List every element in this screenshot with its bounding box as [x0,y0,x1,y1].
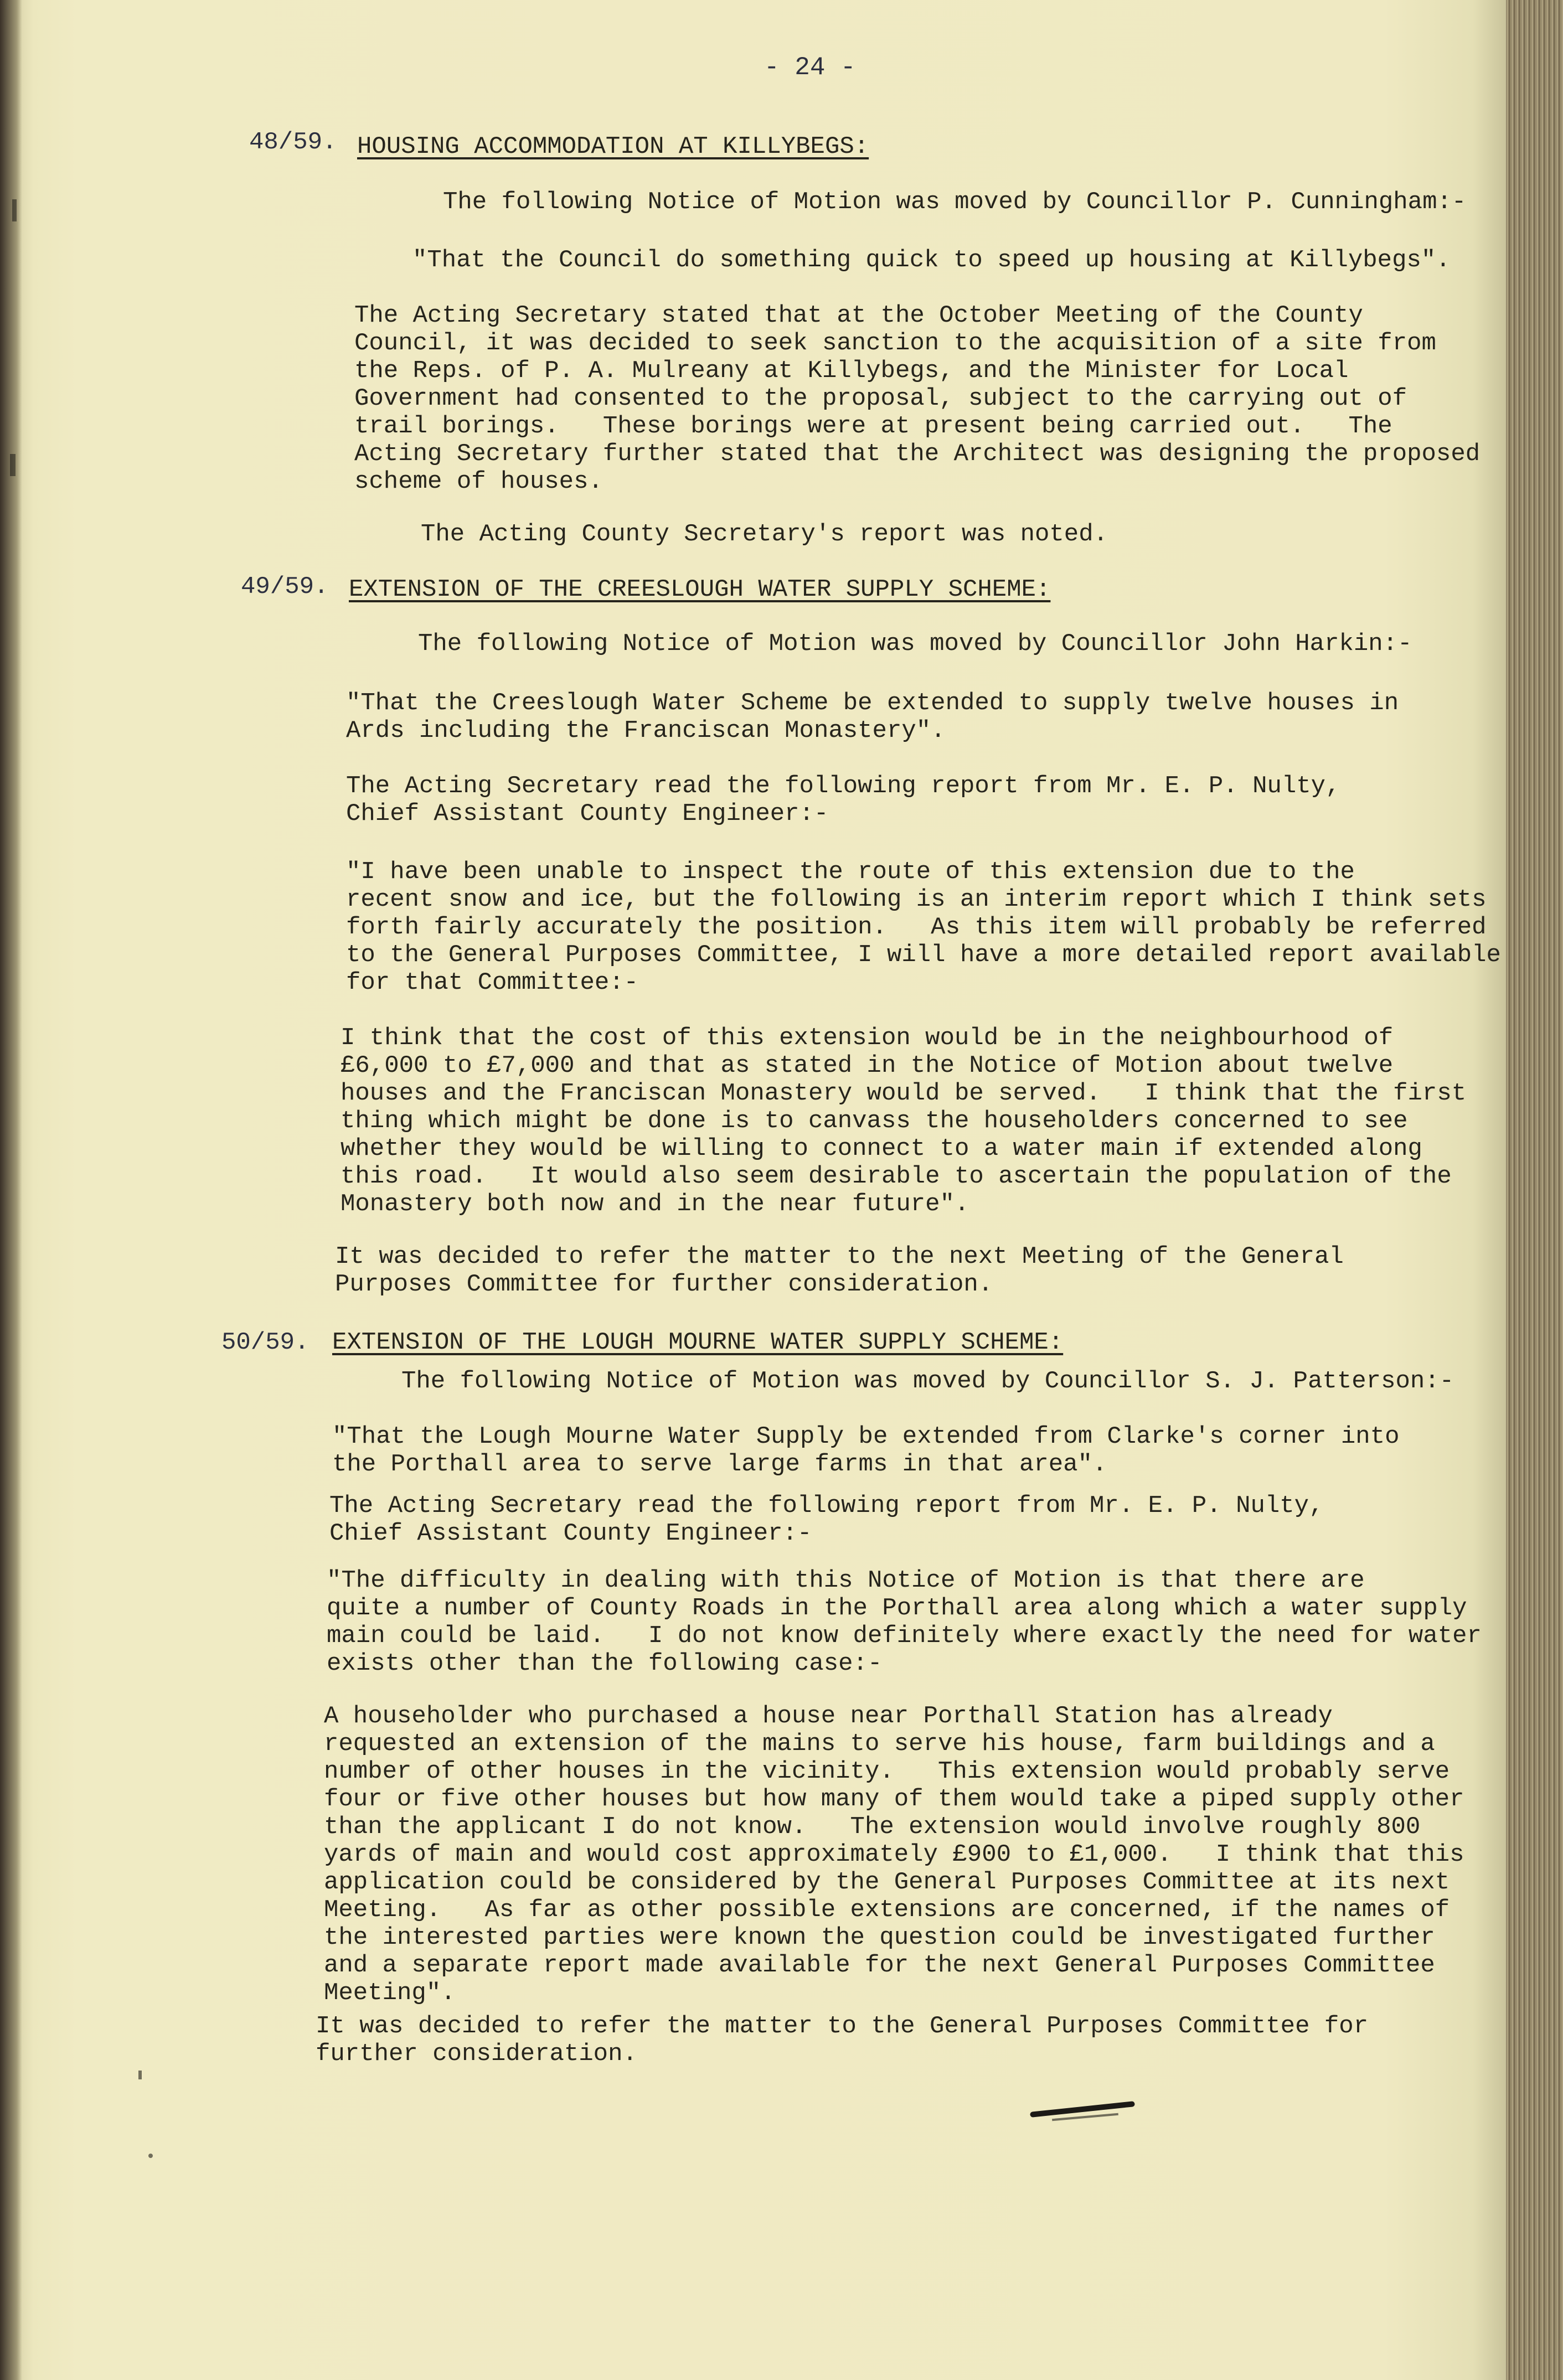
item-heading: EXTENSION OF THE LOUGH MOURNE WATER SUPPLY SCHEME: [332,1329,1064,1356]
item-number: 50/59. [221,1329,309,1356]
book-page-edges [1506,0,1563,2380]
paragraph: It was decided to refer the matter to the General Purposes Committee for further consideration. [316,2012,1369,2068]
paragraph: "That the Council do something quick to speed up housing at Killybegs". [412,246,1451,274]
item-number: 48/59. [249,128,337,156]
paragraph: It was decided to refer the matter to the next Meeting of the General Purposes Committee for further consideration. [335,1243,1344,1298]
ink-stroke-tail [1052,2113,1118,2121]
paragraph: A householder who purchased a house near Porthall Station has already requested an extension of the mains to serve his house, farm buildings and a number of other houses in the vicinity. This extension would probably serve four or five other houses but how many of them would take a piped supply other than the applicant I do not know. The extension would involve roughly 800 yards of main and would cost approximately £900 to £1,000. I think that this application could be considered by the General Purposes Committee at its next Meeting. As far as other possible extensions are concerned, if the names of the interested parties were known the question could be investigated further and a separate report made available for the next General Purposes Committee Meeting". [324,1702,1464,2007]
paragraph: "I have been unable to inspect the route of this extension due to the recent snow and ice, but the following is an interim report which I think sets forth fairly accurately the position. As this item will probably be referred to the General Purposes Committee, I will have a more detailed report available for that Committee:- [346,858,1501,997]
item-heading: HOUSING ACCOMMODATION AT KILLYBEGS: [357,133,869,161]
binding-gutter [0,0,22,2380]
paragraph: The Acting Secretary stated that at the October Meeting of the County Council, it was decided to seek sanction to the acquisition of a site from the Reps. of P. A. Mulreany at Killybegs, and the Minister for Local Government had consented to the proposal, subject to the carrying out of trail borings. These borings were at present being carried out. The Acting Secretary further stated that the Architect was designing the proposed scheme of houses. [354,302,1481,495]
margin-speck [148,2154,153,2158]
paragraph: The Acting Secretary read the following report from Mr. E. P. Nulty, Chief Assistant County Engineer:- [346,772,1340,828]
margin-mark [12,199,17,221]
paragraph: "That the Lough Mourne Water Supply be extended from Clarke's corner into the Porthall area to serve large farms in that area". [332,1423,1400,1478]
paragraph: The Acting Secretary read the following report from Mr. E. P. Nulty, Chief Assistant County Engineer:- [329,1492,1324,1547]
ink-stroke [1030,2101,1135,2118]
paragraph: The Acting County Secretary's report was noted. [421,520,1108,548]
paragraph: "The difficulty in dealing with this Notice of Motion is that there are quite a number of County Roads in the Porthall area along which a water supply main could be laid. I do not know definitely where exactly the need for water exists other than the following case:- [327,1567,1482,1677]
item-number: 49/59. [241,573,329,601]
paragraph: The following Notice of Motion was moved by Councillor P. Cunningham:- [443,188,1467,216]
item-heading: EXTENSION OF THE CREESLOUGH WATER SUPPLY SCHEME: [349,576,1051,603]
paragraph: The following Notice of Motion was moved by Councillor S. J. Patterson:- [401,1367,1454,1395]
paragraph: The following Notice of Motion was moved by Councillor John Harkin:- [418,630,1412,658]
page-number: - 24 - [764,53,856,82]
paragraph: "That the Creeslough Water Scheme be extended to supply twelve houses in Ards including the Franciscan Monastery". [346,689,1399,745]
paragraph: I think that the cost of this extension would be in the neighbourhood of £6,000 to £7,000 and that as stated in the Notice of Motion about twelve houses and the Franciscan Monastery would be served. I think that the first thing which might be done is to canvass the householders concerned to see whether they would be willing to connect to a water main if extended along this road. It would also seem desirable to ascertain the population of the Monastery both now and in the near future". [341,1024,1467,1218]
margin-mark [10,454,16,476]
margin-speck [138,2071,142,2079]
